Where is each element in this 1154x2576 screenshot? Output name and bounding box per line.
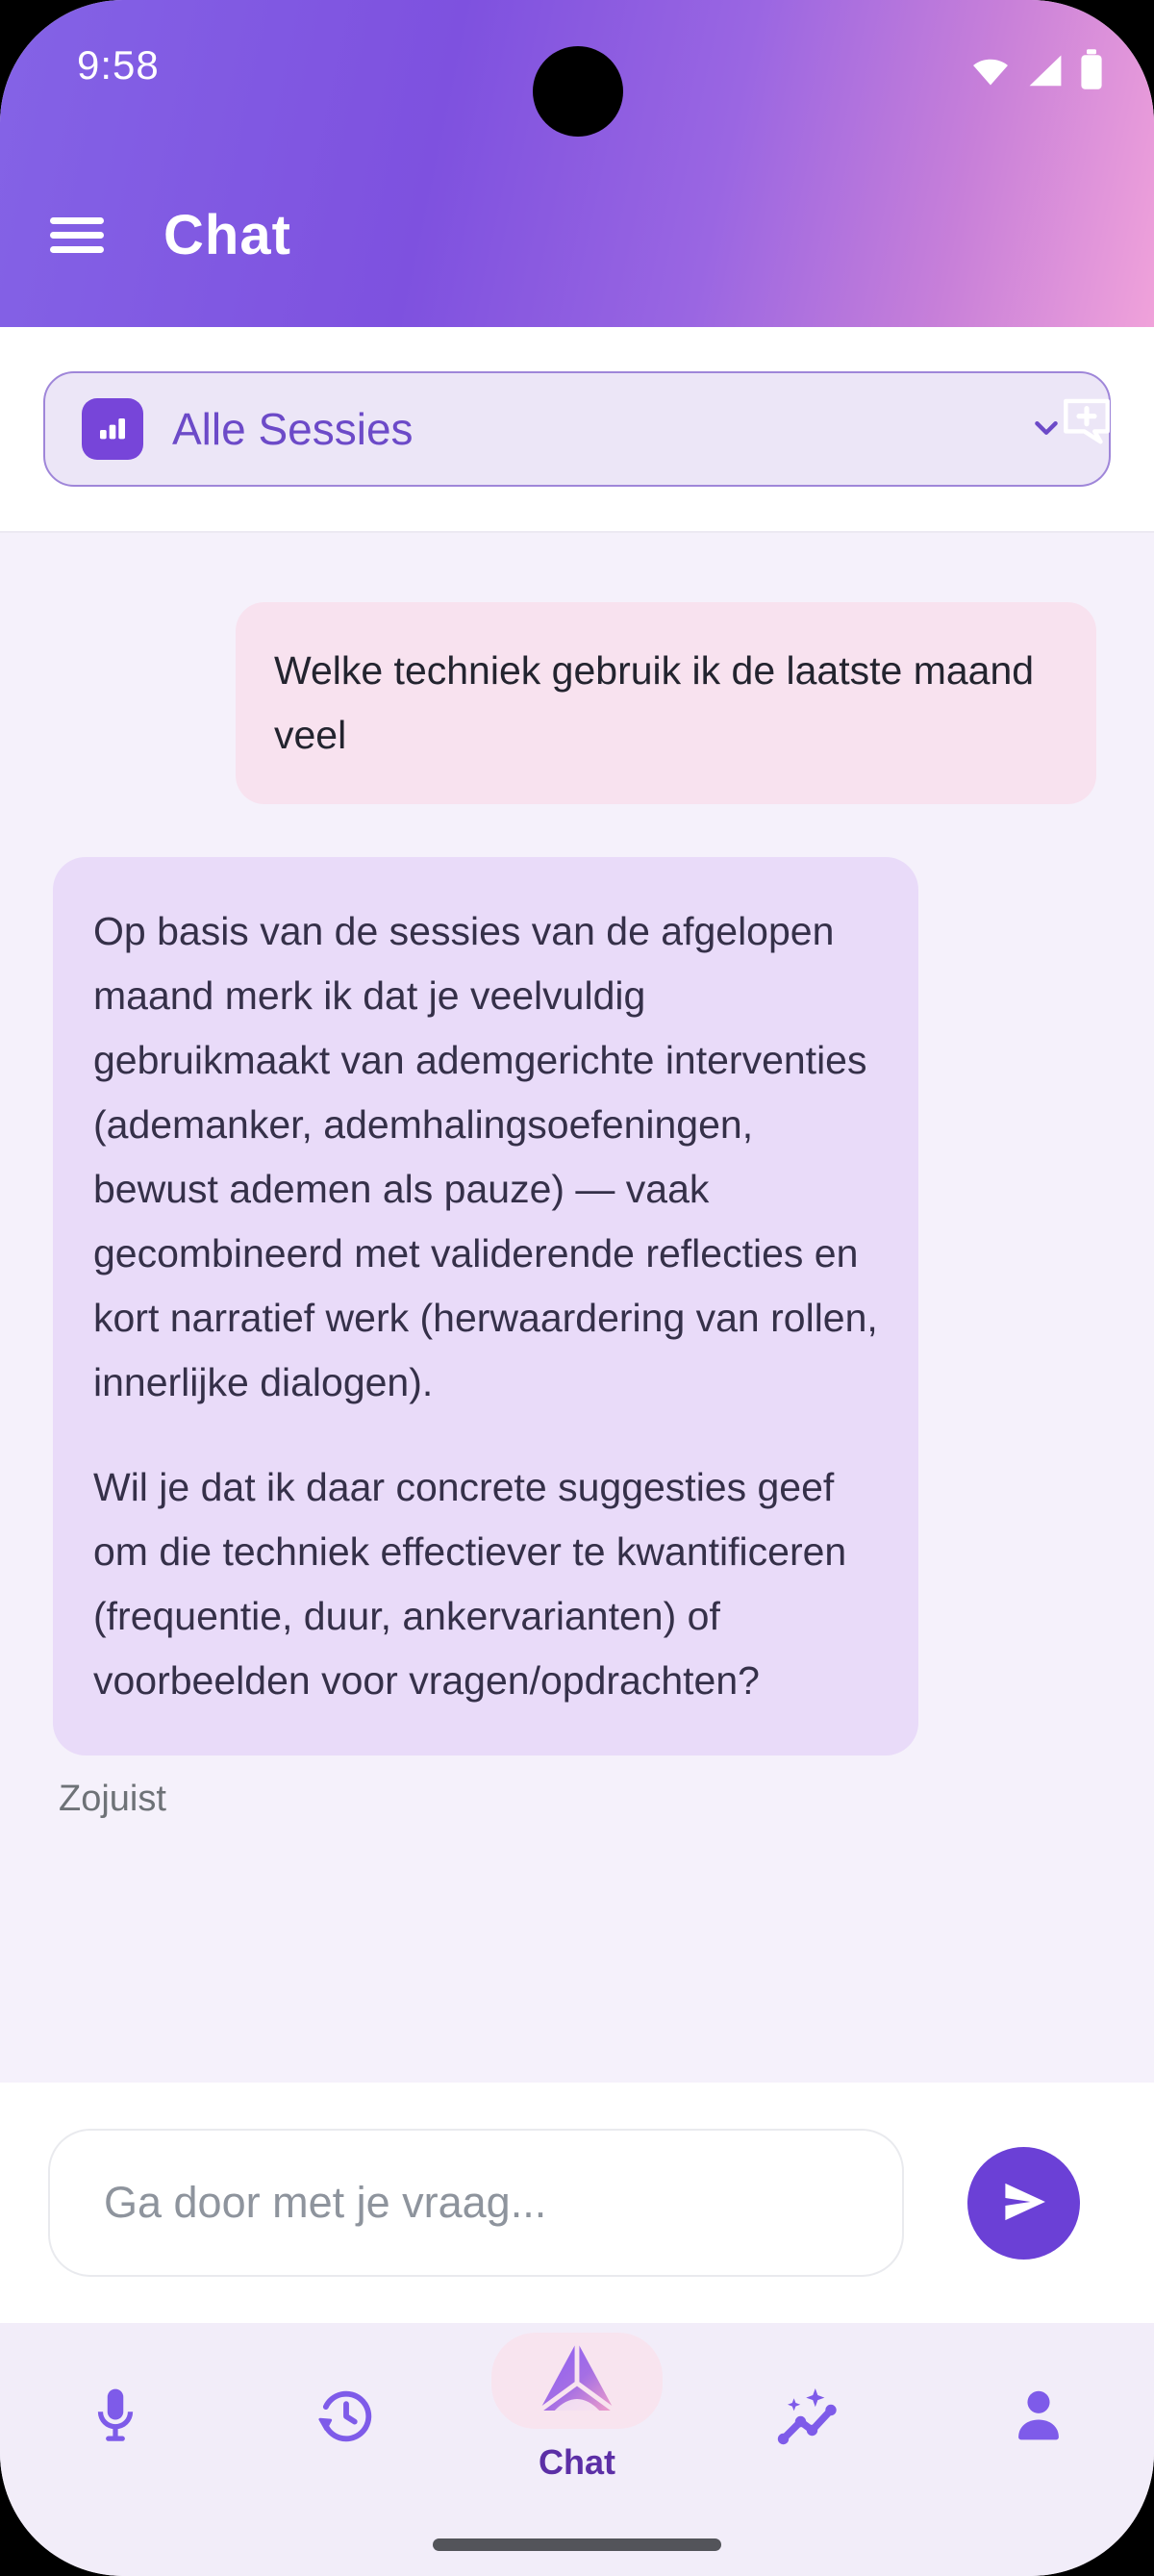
- assistant-message-bubble: [53, 857, 918, 1755]
- menu-icon[interactable]: [50, 212, 104, 258]
- page-title: Chat: [163, 203, 291, 266]
- assistant-paragraph: Op basis van de sessies van de afgelopen maand merk ik dat je veelvuldig gebruikmaakt van ademgerichte interventies (ademanker, ademhalingsoefeningen, bewust ademen als pauze) — vaak gecombineerd met validerende reflecties en kort narratief werk (herwaardering van rollen, innerlijke dialogen).: [93, 909, 878, 1404]
- nav-history[interactable]: [231, 2323, 462, 2576]
- chat-thread: [0, 533, 1154, 2083]
- nav-voice[interactable]: [0, 2323, 231, 2576]
- home-indicator[interactable]: [433, 2538, 721, 2551]
- sessions-chart-icon: [82, 398, 143, 460]
- history-icon: [313, 2383, 380, 2455]
- send-button[interactable]: [967, 2147, 1080, 2260]
- battery-icon: [1079, 48, 1104, 90]
- profile-icon: [1007, 2383, 1070, 2451]
- app-logo-icon: [534, 2336, 620, 2427]
- app-header: [0, 0, 1154, 327]
- bottom-nav: [0, 2323, 1154, 2576]
- new-chat-icon[interactable]: [1056, 389, 1117, 450]
- wifi-icon: [969, 51, 1012, 88]
- composer: [0, 2083, 1154, 2323]
- message-timestamp: Zojuist: [59, 1779, 166, 1819]
- mic-icon: [84, 2383, 147, 2451]
- message-input[interactable]: [48, 2129, 904, 2277]
- user-message-bubble: Welke techniek gebruik ik de laatste maand veel: [236, 602, 1096, 804]
- nav-insights[interactable]: [692, 2323, 923, 2576]
- session-filter-dropdown[interactable]: [43, 371, 1111, 487]
- active-tab-pill: [491, 2333, 663, 2429]
- status-time: 9:58: [77, 42, 160, 88]
- app-bar: [0, 189, 1154, 281]
- assistant-paragraph: Wil je dat ik daar concrete suggesties geef om die techniek effectiever te kwantificeren (frequentie, duur, ankervarianten) of voorbeelden voor vragen/opdrachten?: [93, 1465, 847, 1703]
- filter-label: Alle Sessies: [172, 404, 414, 454]
- send-icon: [997, 2175, 1051, 2232]
- filter-section: [0, 327, 1154, 533]
- nav-profile[interactable]: [923, 2323, 1154, 2576]
- camera-punch: [533, 46, 623, 137]
- signal-icon: [1025, 51, 1066, 88]
- insights-icon: [769, 2383, 846, 2457]
- nav-label-chat: Chat: [539, 2442, 615, 2482]
- status-icons: [969, 48, 1104, 90]
